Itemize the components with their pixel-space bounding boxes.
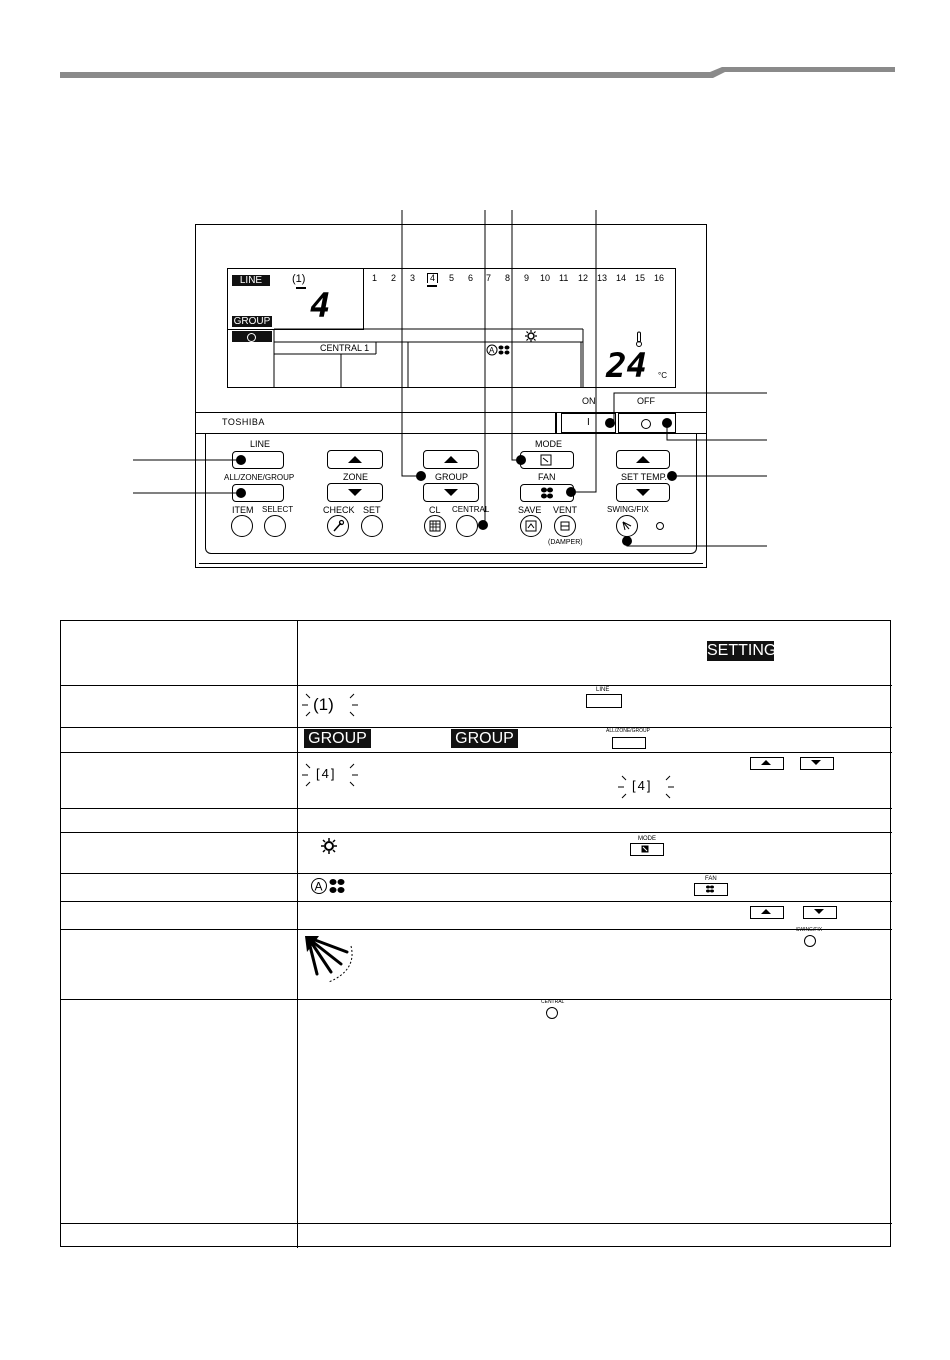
table-row bbox=[61, 873, 892, 901]
unit-number: 14 bbox=[616, 273, 627, 283]
off-label: OFF bbox=[637, 396, 655, 406]
heat-icon bbox=[321, 838, 337, 854]
callout-dot bbox=[605, 418, 615, 428]
setting-badge: SETTING bbox=[707, 642, 777, 659]
callout-dot bbox=[236, 455, 246, 465]
set-label: SET bbox=[363, 505, 381, 515]
small-line-button-icon bbox=[586, 694, 622, 708]
svg-text:A: A bbox=[489, 346, 495, 355]
all-zone-group-label: ALL/ZONE/GROUP bbox=[224, 473, 295, 482]
auto-fan-icon bbox=[310, 877, 346, 895]
unit-number: 3 bbox=[410, 273, 416, 283]
small-mode-icon bbox=[641, 845, 649, 853]
unit-number: 10 bbox=[540, 273, 551, 283]
small-up-arrow-icon bbox=[761, 760, 771, 765]
callout-dot bbox=[416, 471, 426, 481]
unit-number: 12 bbox=[578, 273, 589, 283]
lcd-central-text: CENTRAL 1 bbox=[320, 343, 370, 353]
vent-label: VENT bbox=[553, 505, 578, 515]
table-row bbox=[61, 1223, 892, 1248]
unit-number: 16 bbox=[654, 273, 665, 283]
small-azg-button-icon bbox=[612, 737, 646, 749]
group-badge-1: GROUP bbox=[304, 729, 371, 748]
group-label: GROUP bbox=[435, 472, 469, 482]
unit-number: 9 bbox=[524, 273, 530, 283]
callout-dot bbox=[478, 520, 488, 530]
item-label: ITEM bbox=[232, 505, 254, 515]
group-badge-2: GROUP bbox=[451, 729, 518, 748]
callout-dot bbox=[622, 536, 632, 546]
small-up-arrow-icon bbox=[761, 909, 771, 914]
unit-number: 11 bbox=[559, 273, 569, 283]
table-row bbox=[61, 999, 892, 1223]
unit-number: 15 bbox=[635, 273, 646, 283]
lcd-temp-unit: °C bbox=[658, 371, 667, 380]
unit-number: 5 bbox=[449, 273, 455, 283]
unit-number: 1 bbox=[372, 273, 378, 283]
callout-lines bbox=[0, 0, 950, 600]
fan-label: FAN bbox=[538, 472, 556, 482]
small-azg-label: ALL/ZONE/GROUP bbox=[606, 728, 650, 734]
unit-number: 8 bbox=[505, 273, 511, 283]
save-label: SAVE bbox=[518, 505, 542, 515]
callout-dot bbox=[236, 488, 246, 498]
small-down-arrow-icon bbox=[811, 760, 821, 765]
table-row bbox=[61, 929, 892, 999]
table-row bbox=[61, 685, 892, 727]
central-label: CENTRAL bbox=[452, 505, 490, 514]
small-mode-label: MODE bbox=[638, 836, 656, 842]
set-temp-label: SET TEMP. bbox=[621, 472, 668, 482]
callout-dot bbox=[662, 418, 672, 428]
small-line-label: LINE bbox=[596, 687, 610, 693]
swing-louver-icon bbox=[303, 934, 355, 986]
unit-number: 7 bbox=[486, 273, 492, 283]
small-central-button-icon bbox=[546, 1007, 558, 1019]
lcd-line-value: (1) bbox=[292, 273, 306, 285]
small-fan-label: FAN bbox=[705, 876, 717, 882]
check-label: CHECK bbox=[323, 505, 355, 515]
swing-fix-label: SWING/FIX bbox=[607, 505, 649, 514]
callout-dot bbox=[516, 455, 526, 465]
lcd-group-number: 4 bbox=[310, 286, 331, 326]
small-swing-button-icon bbox=[804, 935, 816, 947]
damper-label: (DAMPER) bbox=[548, 539, 583, 546]
lcd-line-badge: LINE bbox=[232, 275, 270, 286]
blink-group-value-1: [4] bbox=[316, 766, 337, 781]
blink-group-value-2: [4] bbox=[632, 778, 653, 793]
select-label: SELECT bbox=[262, 505, 294, 514]
brand-logo: TOSHIBA bbox=[222, 417, 265, 427]
table-row bbox=[61, 808, 892, 832]
lcd-temperature: 24 bbox=[606, 346, 647, 386]
unit-number-selected: 4 bbox=[427, 273, 438, 283]
small-down-arrow-icon bbox=[814, 909, 824, 914]
unit-number: 6 bbox=[468, 273, 474, 283]
unit-number: 2 bbox=[391, 273, 397, 283]
unit-number: 13 bbox=[597, 273, 608, 283]
line-button-label: LINE bbox=[250, 439, 271, 449]
blink-line-value: (1) bbox=[313, 695, 334, 714]
cl-label: CL bbox=[429, 505, 441, 515]
callout-dot bbox=[667, 471, 677, 481]
small-fan-icon bbox=[706, 885, 714, 893]
mode-label: MODE bbox=[535, 439, 562, 449]
table-row bbox=[61, 832, 892, 873]
small-swing-label: SWING/FIX bbox=[796, 927, 823, 933]
zone-label: ZONE bbox=[343, 472, 369, 482]
on-label: ON bbox=[582, 396, 596, 406]
lcd-group-badge: GROUP bbox=[233, 316, 271, 327]
on-symbol: I bbox=[587, 417, 590, 428]
callout-dot bbox=[566, 487, 576, 497]
function-table bbox=[60, 620, 891, 1247]
small-central-label: CENTRAL bbox=[541, 999, 565, 1005]
svg-text:A: A bbox=[314, 879, 323, 894]
